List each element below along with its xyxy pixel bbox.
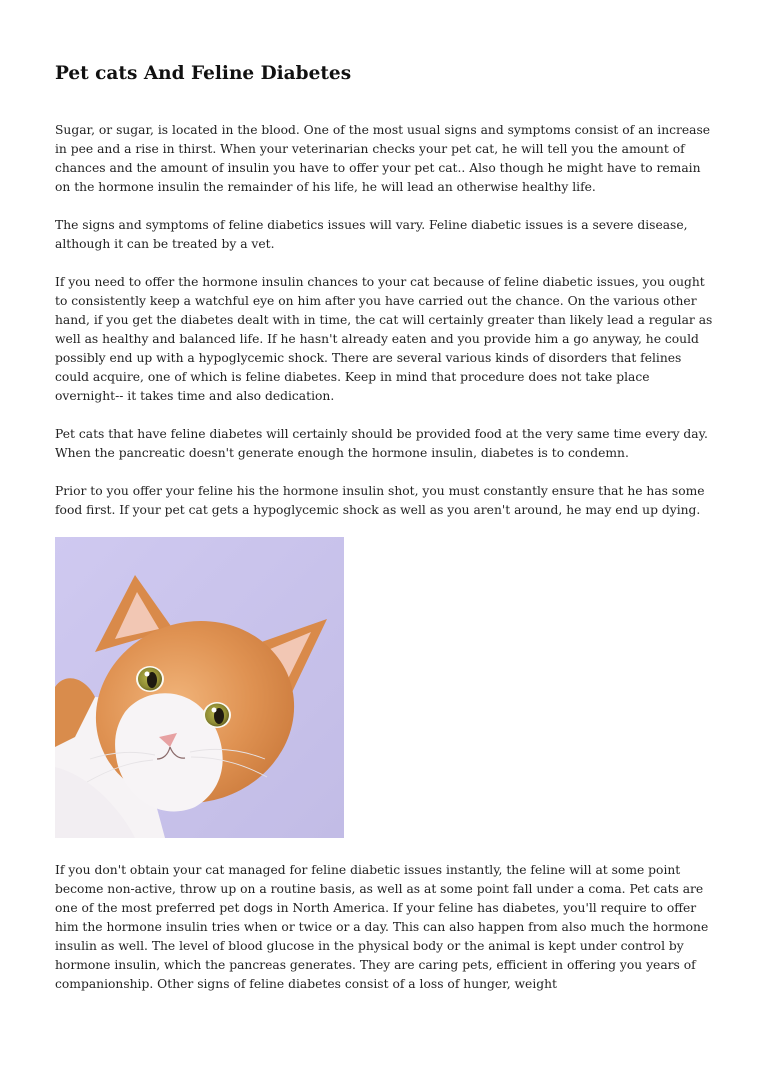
paragraph-5: Prior to you offer your feline his the hormone insulin shot, you must constantly ensure that he has some food first. If your pet cat gets a hypoglycemic shock as well as you aren't around, he may end up dying. [55, 484, 705, 517]
article-body [55, 121, 715, 994]
paragraph-after-image: If you don't obtain your cat managed for feline diabetic issues instantly, the feline will at some point become non-active, throw up on a routine basis, as well as at some point fall under a coma. Pet cats are one of the most preferred pet dogs in North America. If your feline has diabetes, you'll require to offer him the hormone insulin tries when or twice or a day. This can also happen from also much the hormone insulin as well. The level of blood glucose in the physical body or the animal is kept under control by hormone insulin, which the pancreas generates. They are caring pets, efficient in offering you years of companionship. Other signs of feline diabetes consist of a loss of hunger, weight [55, 863, 709, 991]
paragraph-1: Sugar, or sugar, is located in the blood. One of the most usual signs and symptoms consist of an increase in pee and a rise in thirst. When your veterinarian checks your pet cat, he will tell you the amount of chances and the amount of insulin you have to offer your pet cat.. Also though he might have to remain on the hormone insulin the remainder of his life, he will lead an otherwise healthy life. [55, 123, 711, 194]
page-title: Pet cats And Feline Diabetes [55, 63, 352, 84]
paragraph-2: The signs and symptoms of feline diabetics issues will vary. Feline diabetic issues is a severe disease, although it can be treated by a vet. [55, 218, 688, 251]
cat-illustration [55, 537, 344, 838]
paragraph-3: If you need to offer the hormone insulin chances to your cat because of feline diabetic issues, you ought to consistently keep a watchful eye on him after you have carried out the chance. On the various other hand, if you get the diabetes dealt with in time, the cat will certainly greater than likely lead a regular as well as healthy and balanced life. If he hasn't already eaten and you provide him a go anyway, he could possibly end up with a hypoglycemic shock. There are several various kinds of disorders that felines could acquire, one of which is feline diabetes. Keep in mind that procedure does not take place overnight-- it takes time and also dedication. [55, 275, 713, 403]
cat-photo [55, 537, 344, 838]
paragraph-4: Pet cats that have feline diabetes will certainly should be provided food at the very same time every day. When the pancreatic doesn't generate enough the hormone insulin, diabetes is to condemn. [55, 427, 708, 460]
left-eye-highlight [145, 672, 150, 677]
right-eye-highlight [212, 708, 217, 713]
